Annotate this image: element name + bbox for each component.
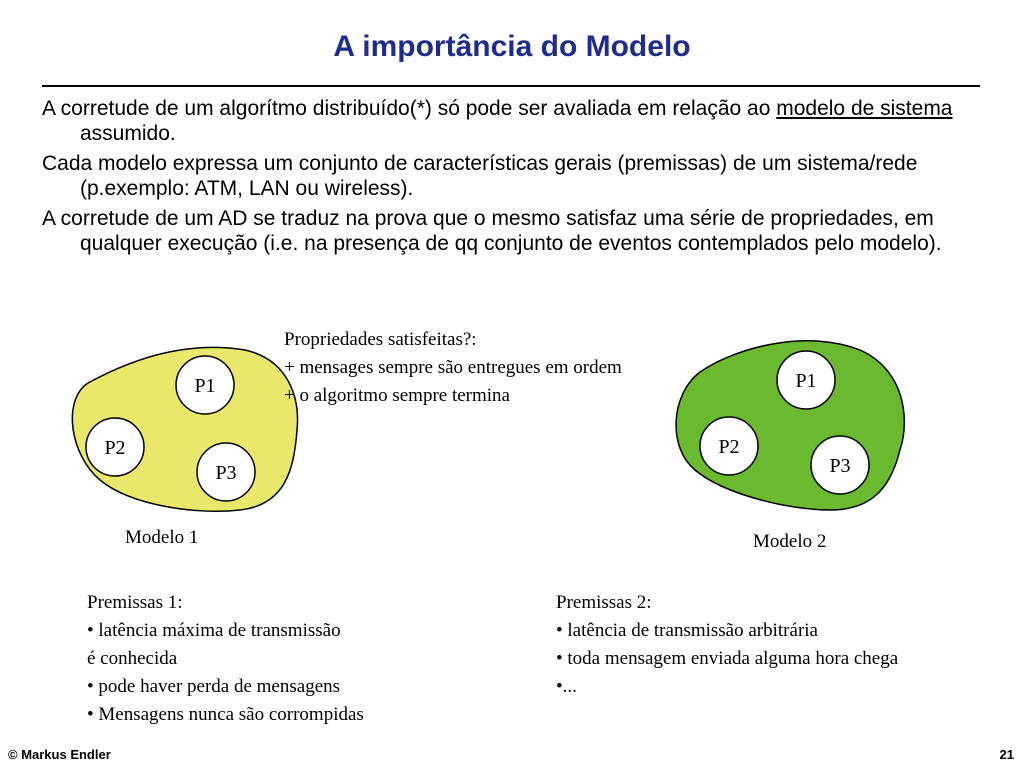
property-item: + o algoritmo sempre termina (284, 385, 510, 406)
underlined-term: modelo de sistema (776, 97, 953, 120)
premise-line: •... (556, 676, 577, 697)
premise-line: é conhecida (87, 648, 178, 669)
process-label: P2 (718, 436, 740, 458)
premises1-heading: Premissas 1: (87, 592, 183, 613)
premise-line: • latência máxima de transmissão (87, 620, 341, 641)
premises2-heading: Premissas 2: (556, 592, 652, 613)
model1-process-p2 (86, 418, 144, 476)
model1-caption: Modelo 1 (125, 527, 199, 548)
model2-process-p1 (777, 351, 835, 409)
properties-heading: Propriedades satisfeitas?: (284, 329, 477, 350)
properties-box (284, 326, 622, 410)
process-label: P1 (795, 370, 817, 392)
premise-line: • latência de transmissão arbitrária (556, 620, 818, 641)
model2-caption: Modelo 2 (753, 531, 827, 552)
page-number: 21 (999, 747, 1014, 762)
premise-line: • Mensagens nunca são corrompidas (87, 704, 364, 725)
bullet-item: A corretude de um AD se traduz na prova que o mesmo satisfaz uma série de propriedades, em qualquer execução (i.e. na presença de qq conjunto de eventos contemplados pelo modelo). (42, 207, 942, 255)
model2-process-p2 (700, 417, 758, 475)
premise-line: • pode haver perda de mensagens (87, 676, 341, 697)
bullet-text: assumido. (80, 122, 176, 145)
premises1-box (87, 589, 364, 729)
copyright: © Markus Endler (8, 747, 111, 762)
process-label: P3 (215, 462, 237, 484)
model2-process-p3 (811, 436, 869, 494)
process-label: P2 (104, 437, 126, 459)
bullet-item: Cada modelo expressa um conjunto de características gerais (premissas) de um sistema/rede (p.exemplo: ATM, LAN ou wireless). (42, 152, 918, 200)
process-label: P3 (829, 455, 851, 477)
premises2-box (556, 589, 898, 701)
property-item: + mensages sempre são entregues em ordem (284, 357, 622, 378)
bullet-text: A corretude de um algorítmo distribuído(*) só pode ser avaliada em relação ao (42, 97, 777, 120)
slide-title: A importância do Modelo (333, 30, 691, 63)
process-label: P1 (194, 375, 216, 397)
model1-process-p1 (176, 356, 234, 414)
model1-process-p3 (197, 443, 255, 501)
premise-line: • toda mensagem enviada alguma hora chega (556, 648, 899, 669)
